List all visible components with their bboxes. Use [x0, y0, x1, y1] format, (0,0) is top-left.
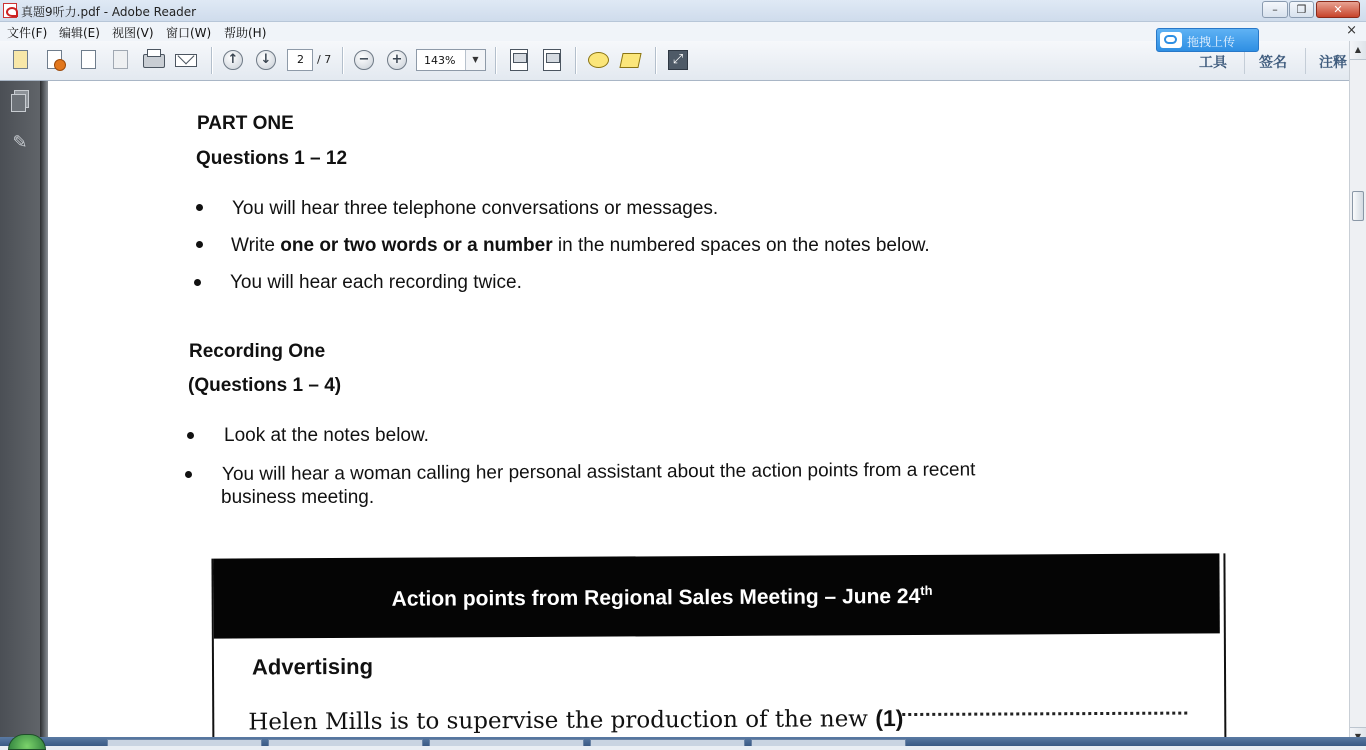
printer-icon	[143, 54, 165, 68]
zoom-in-button[interactable]	[386, 49, 408, 71]
zoom-select[interactable]	[416, 49, 486, 71]
save-button[interactable]	[110, 49, 132, 71]
close-button[interactable]	[1316, 1, 1360, 18]
chevron-down-icon[interactable]: ▼	[465, 50, 485, 70]
menu-view[interactable]: 视图(V)	[112, 26, 154, 40]
menu-edit[interactable]: 编辑(E)	[59, 26, 100, 40]
print-button[interactable]	[142, 49, 164, 71]
restore-icon: ❐	[1296, 3, 1307, 16]
table-title: Action points from Regional Sales Meeting – June 24th	[391, 582, 933, 611]
edit-pdf-button[interactable]	[78, 49, 100, 71]
menu-file[interactable]: 文件(F)	[7, 26, 48, 40]
toolbar-separator	[495, 47, 497, 74]
toolbar-separator	[342, 47, 344, 74]
arrow-down-icon: ↓	[256, 50, 276, 70]
instruction-2: Write one or two words or a number in the numbered spaces on the notes below.	[231, 235, 930, 256]
page-number-input[interactable]: 2	[287, 49, 313, 71]
recording-bullet-2: You will hear a woman calling her personal assistant about the action points from a recent	[221, 459, 976, 485]
close-document-icon[interactable]: ×	[1346, 23, 1357, 38]
handwritten-line: Helen Mills is to supervise the production of the new (1)	[248, 705, 904, 736]
bullet	[187, 432, 194, 439]
comment-link[interactable]: 注释	[1319, 55, 1347, 71]
open-button[interactable]	[10, 49, 32, 71]
upload-badge[interactable]	[1156, 28, 1259, 52]
minus-icon: −	[354, 50, 374, 70]
adobe-reader-icon	[3, 3, 17, 18]
save-icon	[113, 50, 128, 69]
page-thumbnails-icon[interactable]	[10, 90, 30, 112]
fit-width-button[interactable]	[541, 49, 563, 71]
toolbar-separator	[211, 47, 213, 74]
next-page-button[interactable]	[255, 49, 277, 71]
scroll-thumb[interactable]	[1352, 191, 1364, 221]
part-title: PART ONE	[197, 113, 294, 134]
recording-bullet-2-cont: business meeting.	[221, 487, 375, 508]
highlight-button[interactable]	[620, 49, 642, 71]
add-comment-button[interactable]	[587, 49, 609, 71]
instruction-1: You will hear three telephone conversations or messages.	[232, 198, 719, 219]
menu-help[interactable]: 帮助(H)	[224, 26, 267, 40]
zoom-out-button[interactable]	[353, 49, 375, 71]
plus-icon: +	[387, 50, 407, 70]
comment-bubble-icon	[588, 52, 609, 68]
toolbar-separator	[1305, 48, 1306, 74]
toolbar-separator	[575, 47, 577, 74]
close-icon: ✕	[1333, 3, 1343, 16]
fit-width-icon	[543, 49, 561, 71]
panel-shadow	[40, 81, 48, 746]
navigation-panel	[0, 81, 40, 746]
taskbar-item[interactable]	[751, 739, 906, 746]
full-screen-button[interactable]	[667, 49, 689, 71]
toolbar-separator	[655, 47, 657, 74]
expand-icon: ⤢	[668, 50, 688, 70]
taskbar-item[interactable]	[107, 739, 262, 746]
badge-icon	[54, 59, 66, 71]
sign-link[interactable]: 签名	[1259, 55, 1287, 71]
bullet	[196, 204, 203, 211]
taskbar-item[interactable]	[590, 739, 745, 746]
bullet	[185, 471, 192, 478]
questions-heading: Questions 1 – 12	[196, 148, 348, 169]
answer-blank	[902, 712, 1187, 716]
email-button[interactable]	[175, 49, 197, 71]
minimize-button[interactable]	[1262, 1, 1288, 18]
bullet	[196, 241, 203, 248]
edit-pdf-icon	[81, 50, 96, 69]
open-file-icon	[13, 50, 28, 69]
tools-link[interactable]: 工具	[1199, 55, 1227, 71]
recording-title: Recording One	[189, 341, 326, 362]
vertical-scrollbar[interactable]	[1349, 41, 1366, 746]
scroll-up-icon[interactable]: ▲	[1350, 41, 1366, 60]
fit-page-button[interactable]	[508, 49, 530, 71]
attachments-icon[interactable]: ✎	[12, 132, 28, 153]
taskbar-item[interactable]	[429, 739, 584, 746]
action-points-table	[211, 553, 1226, 746]
section-advertising: Advertising	[251, 653, 374, 680]
zoom-value: 143%	[424, 54, 456, 67]
recording-bullet-1: Look at the notes below.	[224, 425, 429, 446]
minimize-icon: –	[1272, 3, 1278, 16]
upload-label: 拖拽上传	[1187, 35, 1236, 49]
create-pdf-button[interactable]	[44, 49, 66, 71]
window-title: 真题9听力.pdf - Adobe Reader	[21, 5, 197, 19]
page-total: / 7	[317, 53, 332, 66]
cloud-icon	[1160, 32, 1182, 48]
menu-window[interactable]: 窗口(W)	[166, 26, 212, 40]
bullet	[194, 279, 201, 286]
mail-icon	[175, 54, 197, 67]
arrow-up-icon: ↑	[223, 50, 243, 70]
document-page	[48, 81, 1349, 746]
previous-page-button[interactable]	[222, 49, 244, 71]
recording-questions: (Questions 1 – 4)	[188, 375, 342, 396]
fit-page-icon	[510, 49, 528, 71]
title-bar	[0, 0, 1366, 22]
maximize-button[interactable]	[1289, 1, 1314, 18]
table-header	[213, 553, 1219, 638]
instruction-3: You will hear each recording twice.	[230, 272, 522, 293]
taskbar-item[interactable]	[268, 739, 423, 746]
highlight-pen-icon	[619, 53, 641, 68]
